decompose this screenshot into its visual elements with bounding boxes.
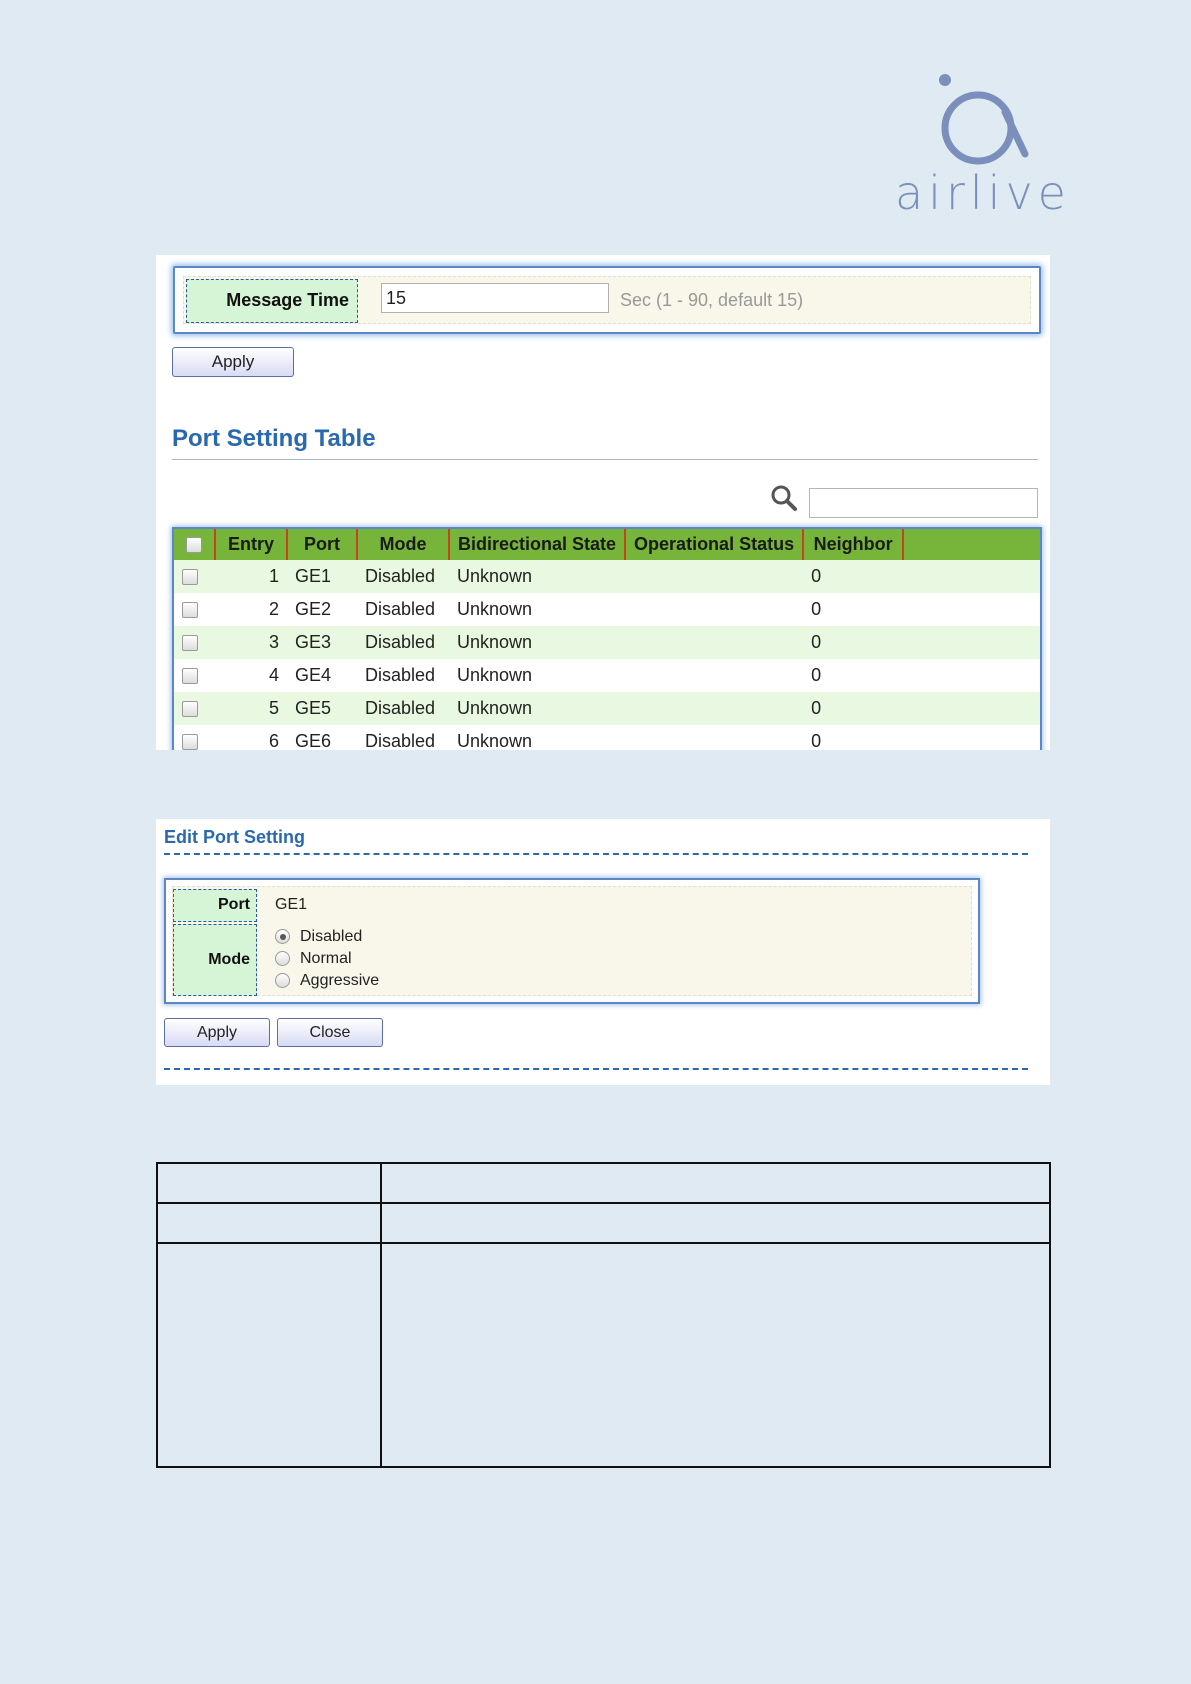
row-checkbox[interactable]: [182, 569, 198, 585]
message-time-input[interactable]: [381, 283, 609, 313]
column-header-bidirectional-state[interactable]: Bidirectional State: [449, 529, 625, 560]
cell-port: GE2: [287, 593, 357, 626]
port-table: [174, 529, 1040, 750]
message-time-hint: Sec (1 - 90, default 15): [620, 290, 804, 310]
message-time-label: Message Time: [186, 279, 358, 323]
edit-port-form: [164, 878, 980, 1004]
row-select-cell: [174, 626, 215, 659]
bottom-dashed-divider: [164, 1068, 1028, 1070]
row-select-cell: [174, 725, 215, 750]
row-checkbox[interactable]: [182, 635, 198, 651]
cell-mode: Disabled: [357, 593, 449, 626]
cell-bidirectional-state: Unknown: [449, 626, 625, 659]
radio-normal[interactable]: [275, 951, 290, 966]
message-time-apply-button[interactable]: Apply: [172, 347, 294, 377]
row-select-cell: [174, 593, 215, 626]
cell-bidirectional-state: Unknown: [449, 692, 625, 725]
cell-operational-status: [625, 626, 803, 659]
column-header-port[interactable]: Port: [287, 529, 357, 560]
table-row: [157, 1163, 1050, 1203]
row-checkbox[interactable]: [182, 734, 198, 750]
cell-bidirectional-state: Unknown: [449, 560, 625, 593]
description-table: [156, 1162, 1051, 1468]
table-row[interactable]: [174, 626, 1040, 659]
port-table-container: [172, 527, 1042, 750]
column-header-neighbor[interactable]: Neighbor: [803, 529, 903, 560]
select-all-checkbox[interactable]: [186, 537, 202, 553]
cell-mode: Disabled: [357, 560, 449, 593]
cell-mode: Disabled: [357, 626, 449, 659]
edit-port-setting-title: Edit Port Setting: [164, 827, 305, 847]
mode-option-disabled[interactable]: [275, 928, 362, 946]
table-header-row: [174, 529, 1040, 560]
cell-neighbor: 0: [803, 560, 903, 593]
mode-option-label: Disabled: [300, 928, 363, 945]
cell-bidirectional-state: Unknown: [449, 659, 625, 692]
row-select-cell: [174, 692, 215, 725]
cell-mode: Disabled: [357, 725, 449, 750]
row-select-cell: [174, 560, 215, 593]
cell-entry: 5: [215, 692, 287, 725]
table-row[interactable]: [174, 659, 1040, 692]
cell-mode: Disabled: [357, 692, 449, 725]
message-time-box: [173, 266, 1041, 334]
port-setting-table-title: Port Setting Table: [172, 425, 376, 452]
mode-option-aggressive[interactable]: [275, 972, 379, 990]
cell-port: GE5: [287, 692, 357, 725]
table-row: [157, 1203, 1050, 1243]
cell-neighbor: 0: [803, 593, 903, 626]
port-value: GE1: [275, 896, 308, 913]
title-dashed-divider: [164, 853, 1028, 855]
close-button[interactable]: Close: [277, 1018, 383, 1047]
radio-aggressive[interactable]: [275, 973, 290, 988]
column-header-entry[interactable]: Entry: [215, 529, 287, 560]
cell-port: GE6: [287, 725, 357, 750]
cell-entry: 3: [215, 626, 287, 659]
cell-port: GE3: [287, 626, 357, 659]
title-divider: [172, 459, 1038, 460]
table-row[interactable]: [174, 593, 1040, 626]
mode-option-normal[interactable]: [275, 950, 352, 968]
cell-bidirectional-state: Unknown: [449, 593, 625, 626]
cell-neighbor: 0: [803, 692, 903, 725]
row-select-cell: [174, 659, 215, 692]
cell-entry: 1: [215, 560, 287, 593]
cell-entry: 6: [215, 725, 287, 750]
radio-disabled[interactable]: [275, 929, 290, 944]
column-header-mode[interactable]: Mode: [357, 529, 449, 560]
table-row[interactable]: [174, 560, 1040, 593]
row-checkbox[interactable]: [182, 602, 198, 618]
table-row: [157, 1243, 1050, 1467]
logo-brand-text: airlive: [895, 166, 1071, 220]
edit-port-setting-panel: [156, 819, 1050, 1085]
cell-port: GE4: [287, 659, 357, 692]
cell-bidirectional-state: Unknown: [449, 725, 625, 750]
cell-operational-status: [625, 560, 803, 593]
row-checkbox[interactable]: [182, 701, 198, 717]
mode-label: Mode: [173, 924, 257, 996]
cell-neighbor: 0: [803, 626, 903, 659]
port-setting-panel: [156, 255, 1050, 750]
cell-operational-status: [625, 725, 803, 750]
mode-option-label: Aggressive: [300, 972, 380, 989]
table-row[interactable]: [174, 692, 1040, 725]
cell-port: GE1: [287, 560, 357, 593]
cell-entry: 2: [215, 593, 287, 626]
cell-neighbor: 0: [803, 725, 903, 750]
row-checkbox[interactable]: [182, 668, 198, 684]
cell-operational-status: [625, 659, 803, 692]
column-header-spacer: [903, 529, 1040, 560]
port-label: Port: [173, 889, 257, 922]
table-row[interactable]: [174, 725, 1040, 750]
search-input[interactable]: [809, 488, 1038, 518]
column-header-operational-status[interactable]: Operational Status: [625, 529, 803, 560]
select-all-header: [174, 529, 215, 560]
cell-mode: Disabled: [357, 659, 449, 692]
cell-neighbor: 0: [803, 659, 903, 692]
cell-operational-status: [625, 593, 803, 626]
cell-operational-status: [625, 692, 803, 725]
mode-option-label: Normal: [300, 950, 352, 967]
airlive-logo: [895, 70, 1080, 230]
cell-entry: 4: [215, 659, 287, 692]
search-icon[interactable]: [770, 484, 798, 512]
edit-apply-button[interactable]: Apply: [164, 1018, 270, 1047]
